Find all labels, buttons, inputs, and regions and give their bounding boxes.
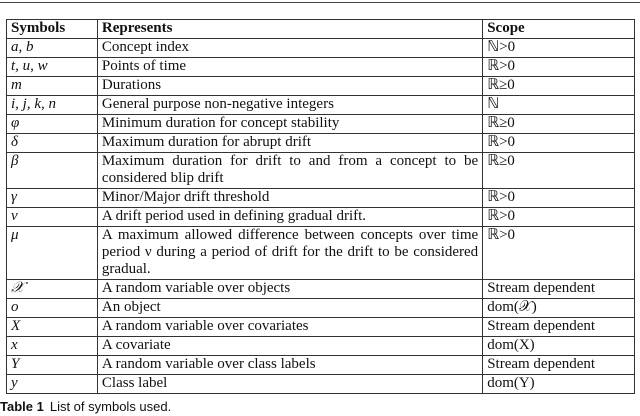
represents-cell: A maximum allowed difference between concepts over time period ν during a period of drift for the drift to be considered gradual.: [97, 227, 482, 280]
represents-cell: Durations: [97, 77, 482, 96]
table-row: [7, 189, 635, 208]
table-row: [7, 153, 635, 189]
symbol-cell: β: [7, 153, 98, 189]
scope-cell: ℝ≥0: [483, 115, 635, 134]
scope-cell: ℕ: [483, 96, 635, 115]
top-rule: [0, 2, 640, 3]
caption-label: Table 1: [0, 399, 44, 414]
table-header-row: [7, 20, 635, 39]
represents-cell: Minor/Major drift threshold: [97, 189, 482, 208]
table-row: [7, 356, 635, 375]
symbol-cell: γ: [7, 189, 98, 208]
header-scope: Scope: [483, 20, 635, 39]
represents-cell: Maximum duration for drift to and from a concept to be considered blip drift: [97, 153, 482, 189]
table-row: [7, 375, 635, 394]
scope-cell: Stream dependent: [483, 280, 635, 299]
symbol-cell: o: [7, 299, 98, 318]
header-symbols: Symbols: [7, 20, 98, 39]
represents-cell: Maximum duration for abrupt drift: [97, 134, 482, 153]
symbol-cell: ν: [7, 208, 98, 227]
table-row: [7, 58, 635, 77]
symbol-cell: φ: [7, 115, 98, 134]
scope-cell: ℝ≥0: [483, 153, 635, 189]
represents-cell: Minimum duration for concept stability: [97, 115, 482, 134]
header-represents: Represents: [97, 20, 482, 39]
table-row: [7, 227, 635, 280]
symbol-cell: y: [7, 375, 98, 394]
caption-text: List of symbols used.: [49, 399, 172, 414]
represents-cell: General purpose non-negative integers: [97, 96, 482, 115]
represents-cell: A random variable over class labels: [97, 356, 482, 375]
scope-cell: dom(𝒳): [483, 299, 635, 318]
scope-cell: ℝ>0: [483, 58, 635, 77]
represents-cell: A random variable over covariates: [97, 318, 482, 337]
table-row: [7, 96, 635, 115]
scope-cell: dom(X): [483, 337, 635, 356]
symbol-cell: m: [7, 77, 98, 96]
symbol-cell: δ: [7, 134, 98, 153]
symbol-cell: i, j, k, n: [7, 96, 98, 115]
table-row: [7, 77, 635, 96]
represents-cell: An object: [97, 299, 482, 318]
table-row: [7, 299, 635, 318]
represents-cell: A covariate: [97, 337, 482, 356]
symbol-cell: Y: [7, 356, 98, 375]
scope-cell: dom(Y): [483, 375, 635, 394]
represents-cell: Class label: [97, 375, 482, 394]
scope-cell: Stream dependent: [483, 356, 635, 375]
table-row: [7, 318, 635, 337]
scope-cell: ℝ>0: [483, 189, 635, 208]
scope-cell: ℝ>0: [483, 227, 635, 280]
scope-cell: ℕ>0: [483, 39, 635, 58]
table-row: [7, 280, 635, 299]
represents-cell: A random variable over objects: [97, 280, 482, 299]
represents-cell: A drift period used in defining gradual drift.: [97, 208, 482, 227]
table-row: [7, 134, 635, 153]
symbols-table: [6, 19, 635, 394]
symbol-cell: 𝒳: [7, 280, 98, 299]
symbol-cell: a, b: [7, 39, 98, 58]
scope-cell: ℝ≥0: [483, 77, 635, 96]
symbol-cell: X: [7, 318, 98, 337]
table-row: [7, 39, 635, 58]
scope-cell: ℝ>0: [483, 208, 635, 227]
table-row: [7, 337, 635, 356]
table-row: [7, 208, 635, 227]
symbol-cell: x: [7, 337, 98, 356]
scope-cell: ℝ>0: [483, 134, 635, 153]
table-row: [7, 115, 635, 134]
scope-cell: Stream dependent: [483, 318, 635, 337]
table-caption: [0, 399, 171, 414]
symbol-cell: t, u, w: [7, 58, 98, 77]
symbol-cell: μ: [7, 227, 98, 280]
represents-cell: Concept index: [97, 39, 482, 58]
represents-cell: Points of time: [97, 58, 482, 77]
